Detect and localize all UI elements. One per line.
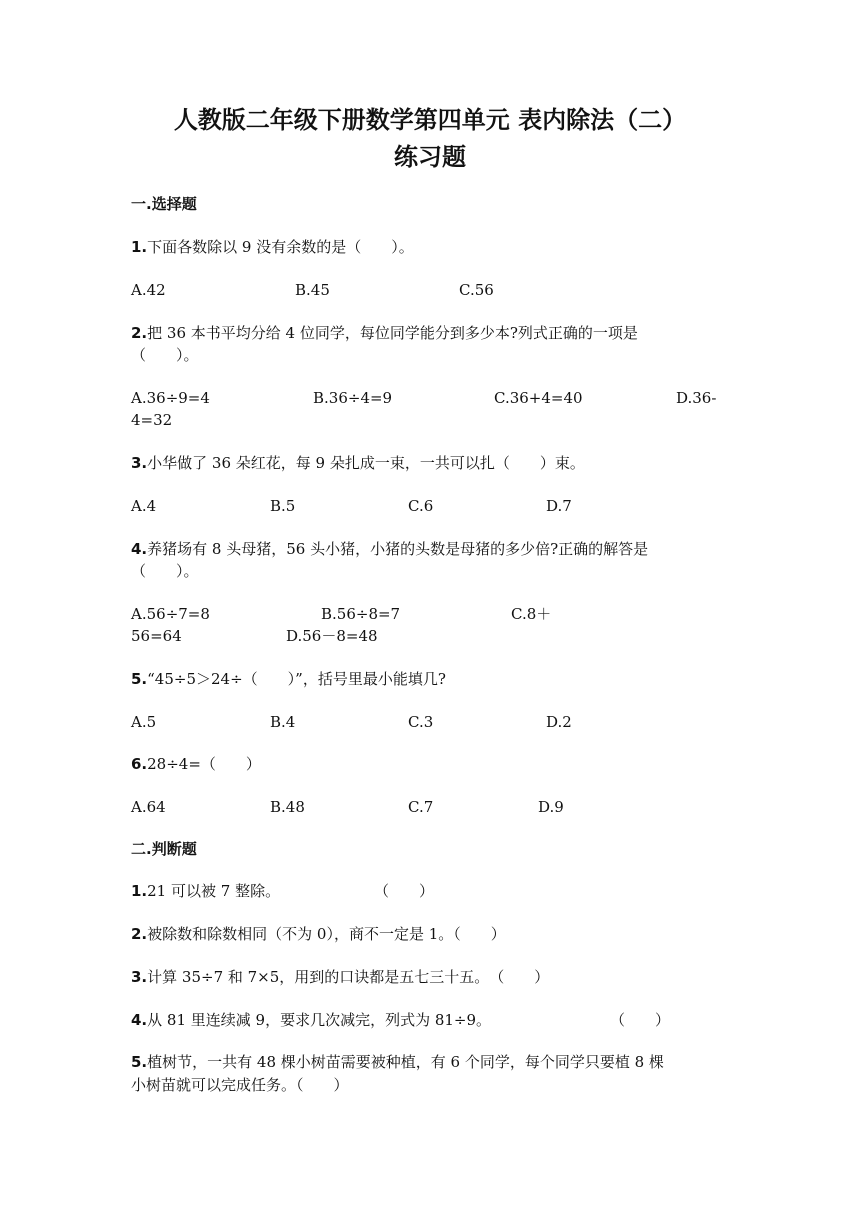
option-c: C.6: [408, 497, 434, 515]
judge-question-2: [131, 923, 506, 945]
question-text: 28÷4=（ ）: [147, 755, 261, 773]
question-text: 植树节，一共有 48 棵小树苗需要被种植，有 6 个同学，每个同学只要植 8 棵: [147, 1053, 664, 1071]
option-c: C.36+4=40: [494, 389, 583, 407]
question-text: 从 81 里连续减 9，要求几次减完，列式为 81÷9。: [147, 1011, 492, 1029]
section-heading-judge: 二.判断题: [131, 840, 197, 858]
judge-question-1: [131, 880, 280, 902]
choice-question-1: [131, 236, 414, 258]
question-number: 3.: [131, 968, 148, 986]
option-d-continued: 4=32: [131, 411, 173, 429]
page-title: 人教版二年级下册数学第四单元 表内除法（二）: [173, 106, 687, 134]
answer-parentheses: （ ）: [374, 882, 435, 900]
option-c: C.8＋: [511, 605, 552, 623]
choice-question-6: [131, 753, 261, 775]
judge-question-4: [131, 1009, 491, 1031]
option-d: D.7: [546, 497, 572, 515]
question-text: “45÷5＞24÷（ ）”，括号里最小能填几?: [147, 670, 446, 688]
option-c: C.3: [408, 713, 434, 731]
option-b: B.5: [270, 497, 296, 515]
judge-question-5: [131, 1051, 664, 1073]
question-text-continued: （ ）。: [131, 346, 199, 364]
option-a: A.64: [131, 798, 166, 816]
option-d: D.9: [538, 798, 564, 816]
option-b: B.4: [270, 713, 296, 731]
choice-question-4: [131, 538, 648, 560]
option-b: B.45: [295, 281, 330, 299]
choice-question-2: [131, 322, 638, 344]
option-a: A.42: [131, 281, 166, 299]
choice-question-3: [131, 452, 585, 474]
option-b: B.36÷4=9: [313, 389, 393, 407]
question-number: 1.: [131, 882, 148, 900]
option-d: D.36-: [676, 389, 717, 407]
question-number: 6.: [131, 755, 148, 773]
option-c: C.56: [459, 281, 494, 299]
option-d: D.56－8=48: [286, 627, 378, 645]
answer-parentheses: （ ）: [610, 1011, 671, 1029]
choice-question-5: [131, 668, 446, 690]
question-number: 3.: [131, 454, 148, 472]
option-a: A.5: [131, 713, 157, 731]
option-d: D.2: [546, 713, 572, 731]
option-a: A.36÷9=4: [131, 389, 210, 407]
question-number: 1.: [131, 238, 148, 256]
option-b: B.48: [270, 798, 305, 816]
question-number: 2.: [131, 925, 148, 943]
question-text: 计算 35÷7 和 7×5，用到的口诀都是五七三十五。 （ ）: [147, 968, 550, 986]
question-text: 养猪场有 8 头母猪，56 头小猪，小猪的头数是母猪的多少倍?正确的解答是: [147, 540, 649, 558]
question-text: 被除数和除数相同（不为 0），商不一定是 1。（ ）: [147, 925, 506, 943]
page-subtitle: 练习题: [394, 143, 466, 171]
question-number: 4.: [131, 540, 148, 558]
question-text: 把 36 本书平均分给 4 位同学，每位同学能分到多少本?列式正确的一项是: [147, 324, 638, 342]
question-text: 21 可以被 7 整除。: [147, 882, 281, 900]
question-text-continued: （ ）。: [131, 562, 199, 580]
question-number: 5.: [131, 670, 148, 688]
question-number: 4.: [131, 1011, 148, 1029]
question-text-continued: 小树苗就可以完成任务。（ ）: [131, 1076, 349, 1094]
question-text: 下面各数除以 9 没有余数的是（ ）。: [147, 238, 414, 256]
option-c-continued: 56=64: [131, 627, 182, 645]
question-number: 2.: [131, 324, 148, 342]
judge-question-3: [131, 966, 549, 988]
option-a: A.56÷7=8: [131, 605, 210, 623]
question-text: 小华做了 36 朵红花，每 9 朵扎成一束，一共可以扎（ ）束。: [147, 454, 585, 472]
option-b: B.56÷8=7: [321, 605, 401, 623]
option-a: A.4: [131, 497, 157, 515]
question-number: 5.: [131, 1053, 148, 1071]
option-c: C.7: [408, 798, 434, 816]
section-heading-choice: 一.选择题: [131, 195, 197, 213]
